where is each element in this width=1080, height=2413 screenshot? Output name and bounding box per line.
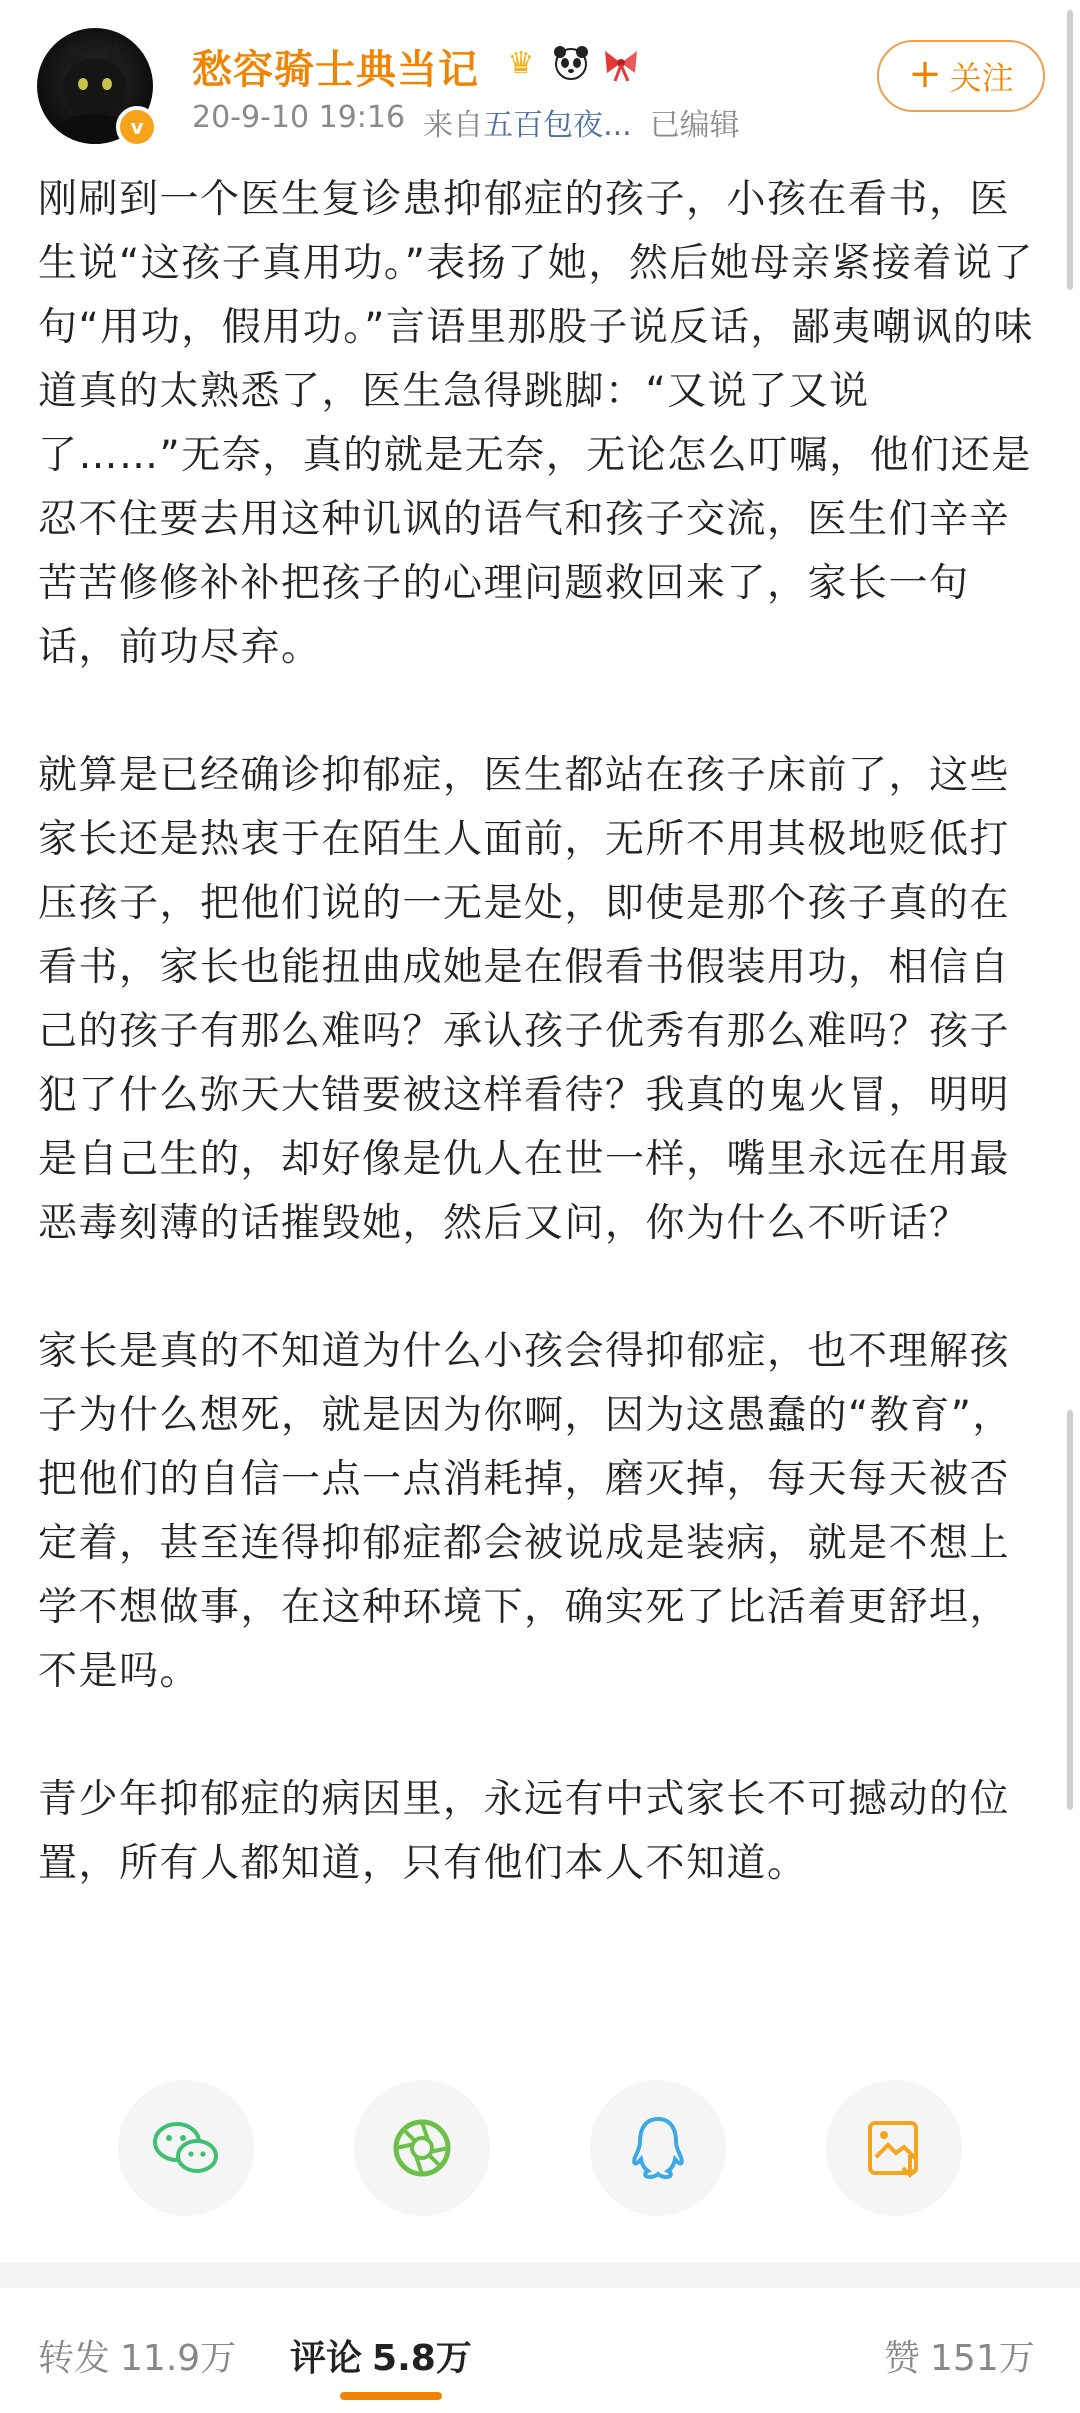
wechat-icon <box>151 2118 221 2178</box>
plus-icon: + <box>908 51 942 97</box>
section-divider <box>0 2262 1080 2288</box>
post-content <box>38 168 1038 1896</box>
tab-like[interactable] <box>884 2330 1035 2381</box>
active-tab-indicator <box>340 2392 442 2400</box>
tab-like-label: 赞 <box>884 2338 921 2379</box>
post-paragraph: 刚刷到一个医生复诊患抑郁症的孩子，小孩在看书，医生说“这孩子真用功。”表扬了她，然后她母亲紧接着说了句“用功，假用功。”言语里那股子说反话，鄙夷嘲讽的味道真的太熟悉了，医生急得跳脚：“又说了又说了……”无奈，真的就是无奈，无论怎么叮嘱，他们还是忍不住要去用这种讥讽的语气和孩子交流，医生们辛辛苦苦修修补补把孩子的心理问题救回来了，家长一句话，前功尽弃。 <box>38 177 1034 670</box>
post-header <box>0 0 1080 175</box>
tab-repost-label: 转发 <box>38 2338 111 2379</box>
crown-icon[interactable]: ♛ <box>507 45 535 81</box>
follow-label: 关注 <box>949 59 1014 97</box>
tab-like-count: 151万 <box>930 2338 1035 2379</box>
source-info <box>423 100 632 144</box>
post-paragraph: 青少年抑郁症的病因里，永远有中式家长不可撼动的位置，所有人都知道，只有他们本人不知道。 <box>38 1777 1011 1886</box>
post-timestamp: 20-9-10 19:16 <box>192 100 406 135</box>
user-badges <box>500 42 642 84</box>
tab-comment-label: 评论 <box>290 2338 363 2379</box>
scrollbar-thumb[interactable] <box>1067 10 1073 290</box>
qq-icon <box>630 2115 686 2181</box>
post-meta <box>192 100 740 144</box>
tab-repost-count: 11.9万 <box>120 2338 237 2379</box>
interaction-tabs <box>0 2288 1080 2413</box>
save-image-icon <box>864 2117 924 2179</box>
share-qq-button[interactable] <box>590 2080 726 2216</box>
tab-comment[interactable] <box>290 2330 472 2381</box>
save-image-button[interactable] <box>826 2080 962 2216</box>
source-link[interactable]: 五百包夜... <box>483 108 632 143</box>
share-wechat-button[interactable] <box>118 2080 254 2216</box>
tab-repost[interactable] <box>38 2330 236 2381</box>
tab-comment-count: 5.8万 <box>372 2338 472 2379</box>
edited-label[interactable]: 已编辑 <box>649 108 740 143</box>
username[interactable]: 愁容骑士典当记 <box>192 47 479 93</box>
bow-icon[interactable] <box>600 42 642 84</box>
post-paragraph: 家长是真的不知道为什么小孩会得抑郁症，也不理解孩子为什么想死，就是因为你啊，因为这愚蠢的“教育”，把他们的自信一点一点消耗掉，磨灭掉，每天每天被否定着，甚至连得抑郁症都会被说成是装病，就是不想上学不想做事，在这种环境下，确实死了比活着更舒坦，不是吗。 <box>38 1329 1013 1694</box>
post-paragraph: 就算是已经确诊抑郁症，医生都站在孩子床前了，这些家长还是热衷于在陌生人面前，无所不用其极地贬低打压孩子，把他们说的一无是处，即使是那个孩子真的在看书，家长也能扭曲成她是在假看书假装用功，相信自己的孩子有那么难吗？承认孩子优秀有那么难吗？孩子犯了什么弥天大错要被这样看待？我真的鬼火冒，明明是自己生的，却好像是仇人在世一样，嘴里永远在用最恶毒刻薄的话摧毁她，然后又问，你为什么不听话？ <box>38 753 1011 1246</box>
panda-icon[interactable] <box>550 42 592 84</box>
verified-badge-icon: v <box>116 106 158 148</box>
moments-icon <box>390 2116 454 2180</box>
follow-button[interactable] <box>877 40 1045 112</box>
share-bar <box>0 2080 1080 2220</box>
share-moments-button[interactable] <box>354 2080 490 2216</box>
source-prefix: 来自 <box>423 108 484 143</box>
scrollbar-thumb-secondary[interactable] <box>1067 1410 1073 1810</box>
